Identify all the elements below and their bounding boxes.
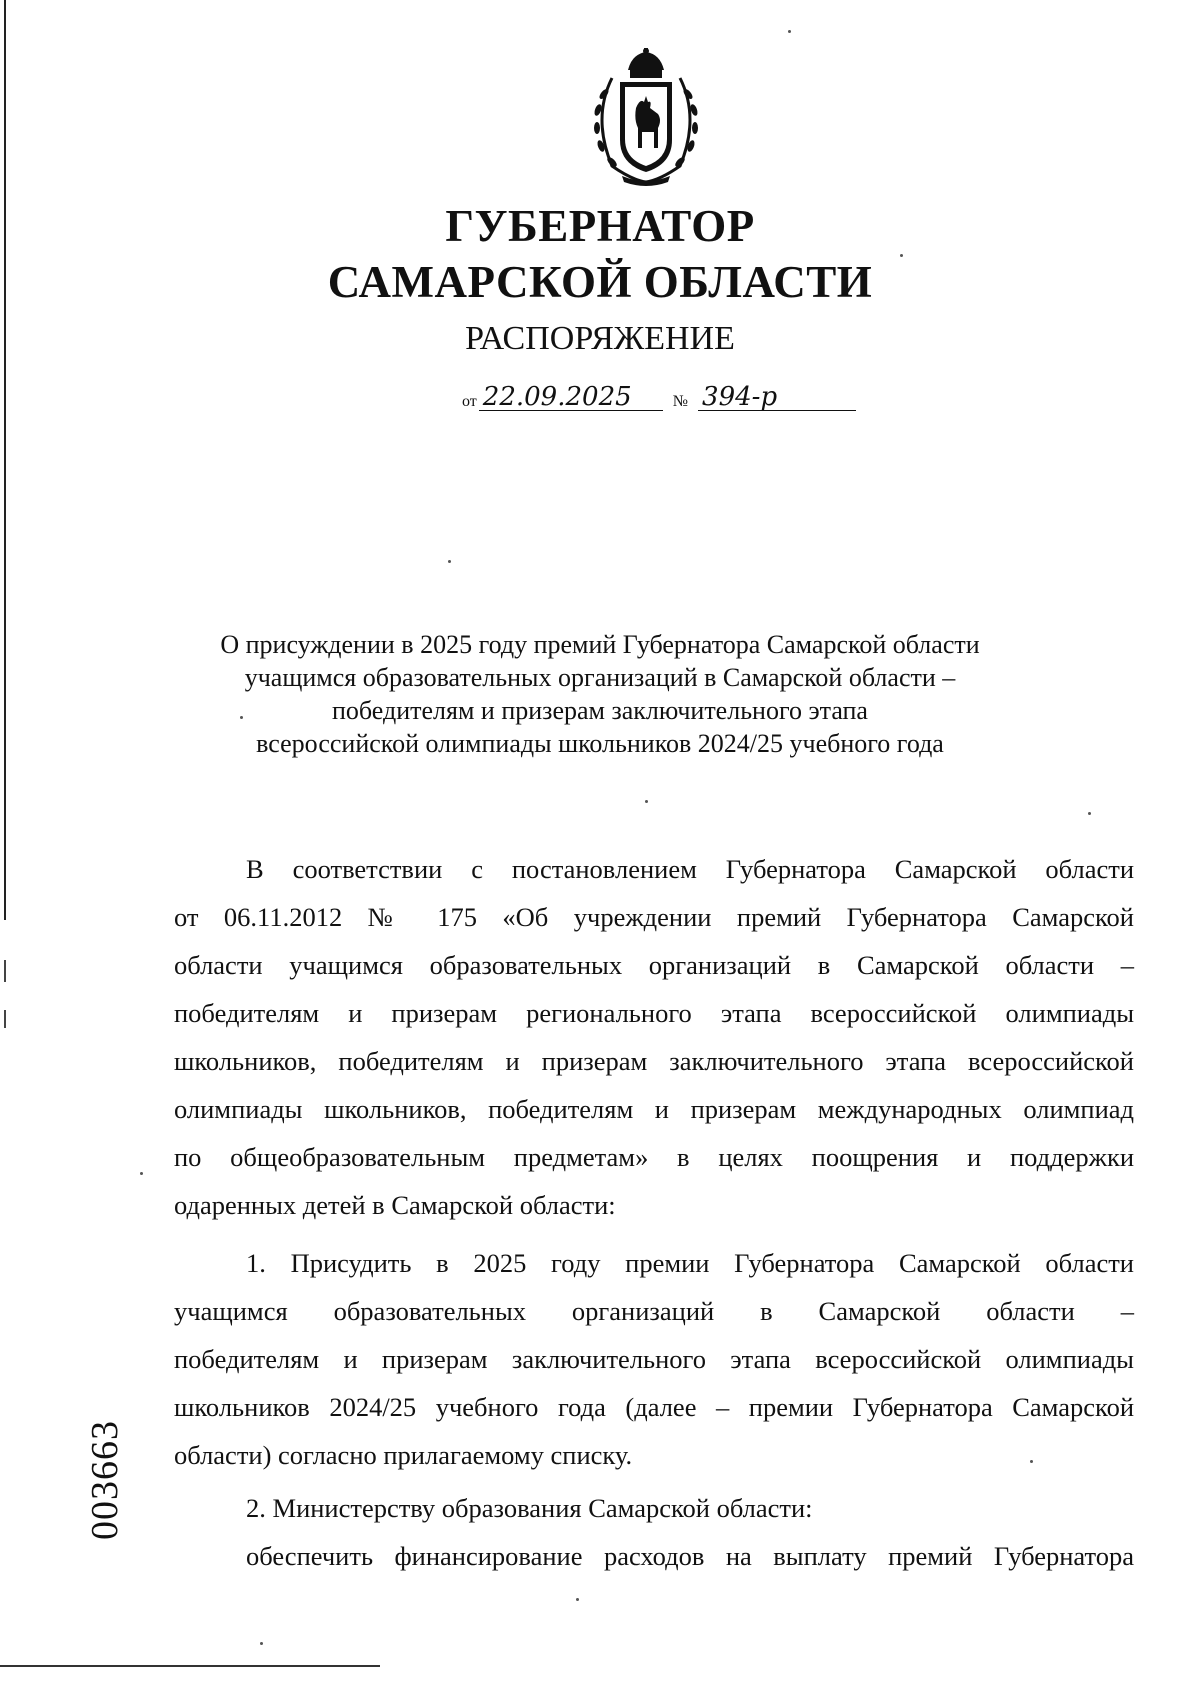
item-1-paragraph <box>174 1239 1134 1479</box>
document-number: 394-р <box>698 384 856 411</box>
body-line: обеспечить финансирование расходов на выплату премий Губернатора <box>246 1541 1134 1571</box>
authority-title-line1: ГУБЕРНАТОР <box>445 201 755 251</box>
body-line: 2. Министерству образования Самарской области: <box>246 1493 813 1523</box>
body-line: олимпиады школьников, победителям и призерам международных олимпиад <box>174 1094 1134 1124</box>
document-date: 22.09.2025 <box>479 384 663 411</box>
scan-speck <box>788 30 791 33</box>
date-prefix: от <box>462 393 477 410</box>
body-line: по общеобразовательным предметам» в целях поощрения и поддержки <box>174 1142 1134 1172</box>
subject-line: победителям и призерам заключительного этапа <box>332 696 868 725</box>
body-line: 1. Присудить в 2025 году премии Губернатора Самарской области <box>246 1248 1134 1278</box>
subject-line: учащимся образовательных организаций в Самарской области – <box>244 663 956 692</box>
scan-speck <box>448 560 451 563</box>
scan-speck <box>900 254 903 257</box>
page-edge-mark <box>4 1010 6 1028</box>
authority-title-line2: САМАРСКОЙ ОБЛАСТИ <box>327 257 873 307</box>
body-line: школьников, победителям и призерам заключительного этапа всероссийской <box>174 1046 1134 1076</box>
body-line: В соответствии с постановлением Губернатора Самарской области <box>246 854 1134 884</box>
item-2-paragraph <box>174 1484 1134 1580</box>
scan-speck <box>645 800 648 803</box>
samara-coat-of-arms-icon <box>582 48 710 188</box>
scan-speck <box>140 1172 143 1175</box>
body-line: одаренных детей в Самарской области: <box>174 1190 616 1220</box>
registration-number-vertical: 003663 <box>84 1420 126 1540</box>
document-type: РАСПОРЯЖЕНИЕ <box>465 320 735 357</box>
body-line: победителям и призерам регионального этапа всероссийской олимпиады <box>174 998 1134 1028</box>
body-line: школьников 2024/25 учебного года (далее – премии Губернатора Самарской <box>174 1392 1134 1422</box>
body-line: победителям и призерам заключительного этапа всероссийской олимпиады <box>174 1344 1134 1374</box>
body-line: области учащимся образовательных организаций в Самарской области – <box>174 950 1134 980</box>
number-sign: № <box>672 393 689 410</box>
page-bottom-edge <box>0 1665 380 1667</box>
scan-speck <box>576 1598 579 1601</box>
subject-line: всероссийской олимпиады школьников 2024/25 учебного года <box>256 729 944 758</box>
body-line: учащимся образовательных организаций в Самарской области – <box>174 1296 1134 1326</box>
subject-line: О присуждении в 2025 году премий Губернатора Самарской области <box>220 630 980 659</box>
document-date-number <box>462 384 856 411</box>
scan-speck <box>240 716 243 719</box>
body-line: от 06.11.2012 № 175 «Об учреждении премий Губернатора Самарской <box>174 902 1134 932</box>
page-left-edge <box>4 0 6 920</box>
scan-speck <box>260 1642 263 1645</box>
page-edge-mark <box>4 960 6 982</box>
preamble-paragraph <box>174 845 1134 1229</box>
scan-speck <box>1088 812 1091 815</box>
body-line: области) согласно прилагаемому списку. <box>174 1440 633 1470</box>
document-subject <box>200 628 1000 760</box>
scan-speck <box>1030 1460 1033 1463</box>
